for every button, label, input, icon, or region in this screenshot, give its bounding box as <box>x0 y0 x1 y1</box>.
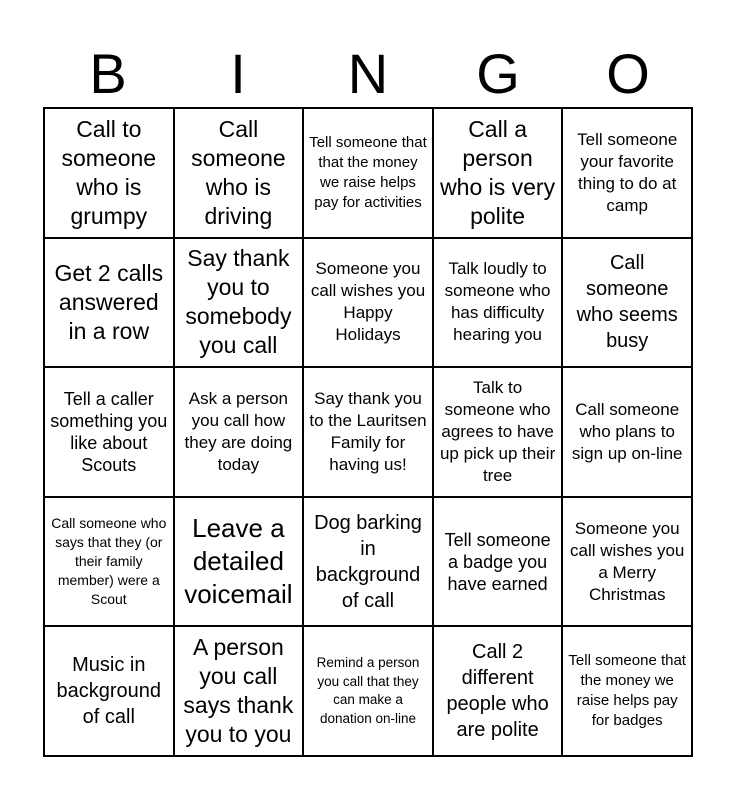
bingo-cell[interactable]: Leave a detailed voicemail <box>174 497 304 627</box>
bingo-cell[interactable]: Call someone who says that they (or their family member) were a Scout <box>44 497 174 627</box>
bingo-cell[interactable]: Call to someone who is grumpy <box>44 108 174 238</box>
header-letter-i: I <box>230 42 246 105</box>
bingo-cell[interactable]: Tell someone that that the money we raise helps pay for activities <box>303 108 433 238</box>
bingo-cell[interactable]: Dog barking in background of call <box>303 497 433 627</box>
bingo-cell[interactable]: Call someone who is driving <box>174 108 304 238</box>
bingo-board <box>43 107 693 757</box>
bingo-cell[interactable]: Tell a caller something you like about Scouts <box>44 367 174 497</box>
bingo-cell[interactable]: Say thank you to the Lauritsen Family for having us! <box>303 367 433 497</box>
bingo-cell[interactable]: Say thank you to somebody you call <box>174 238 304 368</box>
bingo-cell[interactable]: Talk to someone who agrees to have up pick up their tree <box>433 367 563 497</box>
bingo-cell[interactable]: Someone you call wishes you Happy Holidays <box>303 238 433 368</box>
bingo-cell[interactable]: Call 2 different people who are polite <box>433 626 563 756</box>
bingo-cell[interactable]: Tell someone your favorite thing to do at camp <box>562 108 692 238</box>
header-letter-o: O <box>606 42 650 105</box>
header-letter-n: N <box>347 42 389 105</box>
bingo-cell[interactable]: Call a person who is very polite <box>433 108 563 238</box>
header-letter-g: G <box>476 42 520 105</box>
bingo-cell[interactable]: Music in background of call <box>44 626 174 756</box>
header-letter-b: B <box>89 42 127 105</box>
bingo-cell[interactable]: Tell someone a badge you have earned <box>433 497 563 627</box>
bingo-cell[interactable]: Call someone who plans to sign up on-line <box>562 367 692 497</box>
bingo-cell[interactable]: Tell someone that the money we raise helps pay for badges <box>562 626 692 756</box>
bingo-cell[interactable]: Call someone who seems busy <box>562 238 692 368</box>
bingo-cell[interactable]: Get 2 calls answered in a row <box>44 238 174 368</box>
bingo-cell[interactable]: Remind a person you call that they can make a donation on-line <box>303 626 433 756</box>
bingo-cell[interactable]: Ask a person you call how they are doing today <box>174 367 304 497</box>
bingo-header <box>43 40 693 108</box>
bingo-cell[interactable]: Someone you call wishes you a Merry Christmas <box>562 497 692 627</box>
bingo-cell[interactable]: A person you call says thank you to you <box>174 626 304 756</box>
bingo-cell[interactable]: Talk loudly to someone who has difficulty hearing you <box>433 238 563 368</box>
